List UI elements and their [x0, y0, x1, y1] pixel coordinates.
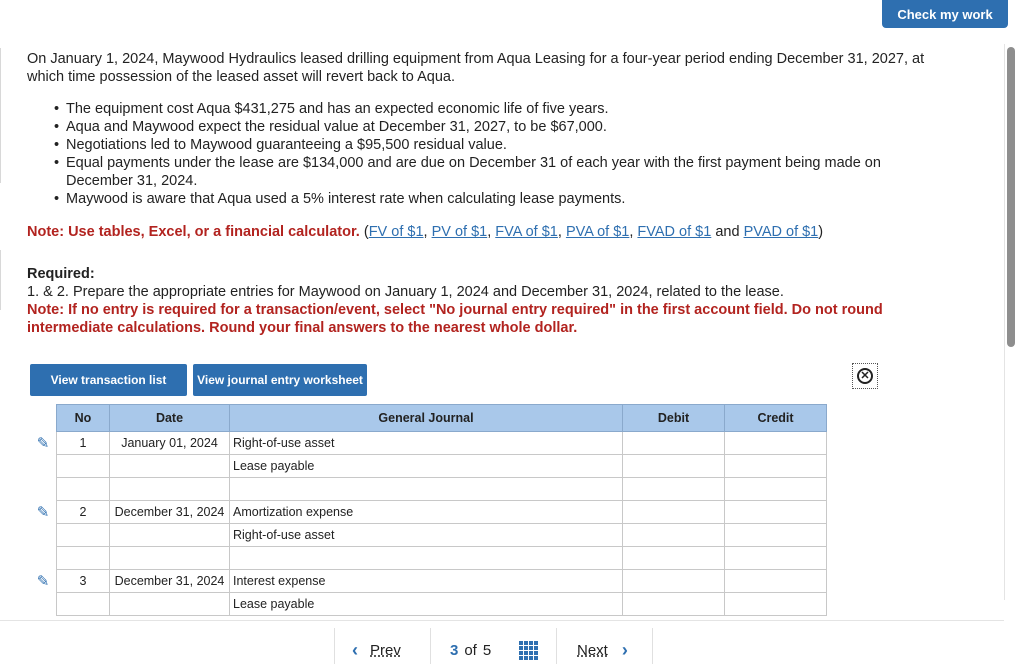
account-cell[interactable]: Lease payable [230, 593, 623, 616]
chevron-right-icon: › [621, 639, 628, 660]
credit-cell[interactable] [725, 524, 827, 547]
entry-no: 3 [57, 570, 110, 593]
tables-note: Note: Use tables, Excel, or a financial calculator. (FV of $1, PV of $1, FVA of $1, PVA of $1, FVAD of $1 and PVAD of $1) [27, 224, 824, 240]
bullet-item: • Aqua and Maywood expect the residual value at December 31, 2027, to be $67,000. [39, 118, 947, 136]
account-cell[interactable]: Lease payable [230, 455, 623, 478]
entry-no: 2 [57, 501, 110, 524]
credit-cell[interactable] [725, 547, 827, 570]
bullet-item: • Negotiations led to Maywood guaranteeing a $95,500 residual value. [39, 136, 947, 154]
account-cell[interactable]: Amortization expense [230, 501, 623, 524]
entry-date: January 01, 2024 [110, 432, 230, 455]
left-divider [0, 250, 1, 310]
table-row [30, 593, 827, 616]
grid-icon[interactable] [519, 638, 538, 662]
problem-bullets [27, 100, 947, 208]
account-cell[interactable]: Interest expense [230, 570, 623, 593]
credit-cell[interactable] [725, 501, 827, 524]
entry-no: 1 [57, 432, 110, 455]
next-button[interactable] [577, 638, 628, 662]
edit-pencil-icon[interactable]: ✎ [30, 501, 57, 524]
problem-statement [27, 50, 947, 337]
journal-table [30, 404, 827, 616]
bullet-item: • The equipment cost Aqua $431,275 and has an expected economic life of five years. [39, 100, 947, 118]
table-row [30, 432, 827, 455]
account-cell[interactable] [230, 478, 623, 501]
required-note: Note: If no entry is required for a transaction/event, select "No journal entry required" in the first account field. Do not round intermediate calculations. Round your final answers to the nearest whole dollar. [27, 302, 883, 336]
bullet-item: • Maywood is aware that Aqua used a 5% interest rate when calculating lease payments. [39, 190, 947, 208]
note-prefix: Note: Use tables, Excel, or a financial calculator. [27, 224, 360, 240]
link-pva[interactable]: PVA of $1 [565, 224, 630, 240]
bullet-item: • Equal payments under the lease are $134,000 and are due on December 31 of each year with the first payment being made on December 31, 2024. [39, 154, 947, 190]
credit-cell[interactable] [725, 432, 827, 455]
credit-cell[interactable] [725, 570, 827, 593]
table-row [30, 570, 827, 593]
entry-date: December 31, 2024 [110, 501, 230, 524]
table-row [30, 547, 827, 570]
footer-divider [0, 620, 1004, 621]
required-section [27, 265, 947, 337]
col-header-debit: Debit [623, 405, 725, 432]
close-icon[interactable]: ✕ [852, 363, 878, 389]
required-text: 1. & 2. Prepare the appropriate entries for Maywood on January 1, 2024 and December 31, 2024, related to the lease. [27, 284, 784, 300]
debit-cell[interactable] [623, 547, 725, 570]
col-header-no: No [57, 405, 110, 432]
table-row [30, 455, 827, 478]
and-text: and [715, 224, 740, 240]
credit-cell[interactable] [725, 593, 827, 616]
problem-intro: On January 1, 2024, Maywood Hydraulics leased drilling equipment from Aqua Leasing for a four-year period ending December 31, 2027, at which time possession of the leased asset will revert back to Aqua. [27, 51, 925, 85]
debit-cell[interactable] [623, 570, 725, 593]
col-header-date: Date [110, 405, 230, 432]
prev-button[interactable] [352, 638, 401, 662]
left-divider [0, 48, 1, 183]
account-cell[interactable]: Right-of-use asset [230, 432, 623, 455]
edit-pencil-icon[interactable]: ✎ [30, 432, 57, 455]
debit-cell[interactable] [623, 478, 725, 501]
link-pvad[interactable]: PVAD of $1 [743, 224, 819, 240]
required-heading: Required: [27, 266, 95, 282]
debit-cell[interactable] [623, 455, 725, 478]
view-journal-worksheet-button[interactable]: View journal entry worksheet [193, 364, 367, 396]
link-fva[interactable]: FVA of $1 [495, 224, 558, 240]
chevron-left-icon: ‹ [352, 639, 358, 660]
debit-cell[interactable] [623, 432, 725, 455]
view-transaction-list-button[interactable]: View transaction list [30, 364, 187, 396]
current-page: 3 [450, 641, 459, 659]
page-indicator: 3 of 5 [450, 641, 492, 659]
check-my-work-button[interactable]: Check my work [882, 0, 1008, 28]
col-header-general: General Journal [230, 405, 623, 432]
table-row [30, 501, 827, 524]
col-header-credit: Credit [725, 405, 827, 432]
credit-cell[interactable] [725, 478, 827, 501]
next-label[interactable]: Next [577, 641, 608, 659]
link-fv[interactable]: FV of $1 [368, 224, 424, 240]
entry-date: December 31, 2024 [110, 570, 230, 593]
scrollbar-thumb[interactable] [1007, 47, 1015, 347]
account-cell[interactable] [230, 547, 623, 570]
table-row [30, 478, 827, 501]
edit-pencil-icon[interactable]: ✎ [30, 570, 57, 593]
link-fvad[interactable]: FVAD of $1 [637, 224, 712, 240]
debit-cell[interactable] [623, 524, 725, 547]
account-cell[interactable]: Right-of-use asset [230, 524, 623, 547]
debit-cell[interactable] [623, 593, 725, 616]
debit-cell[interactable] [623, 501, 725, 524]
prev-label[interactable]: Prev [370, 641, 401, 659]
credit-cell[interactable] [725, 455, 827, 478]
table-row [30, 524, 827, 547]
link-pv[interactable]: PV of $1 [431, 224, 488, 240]
